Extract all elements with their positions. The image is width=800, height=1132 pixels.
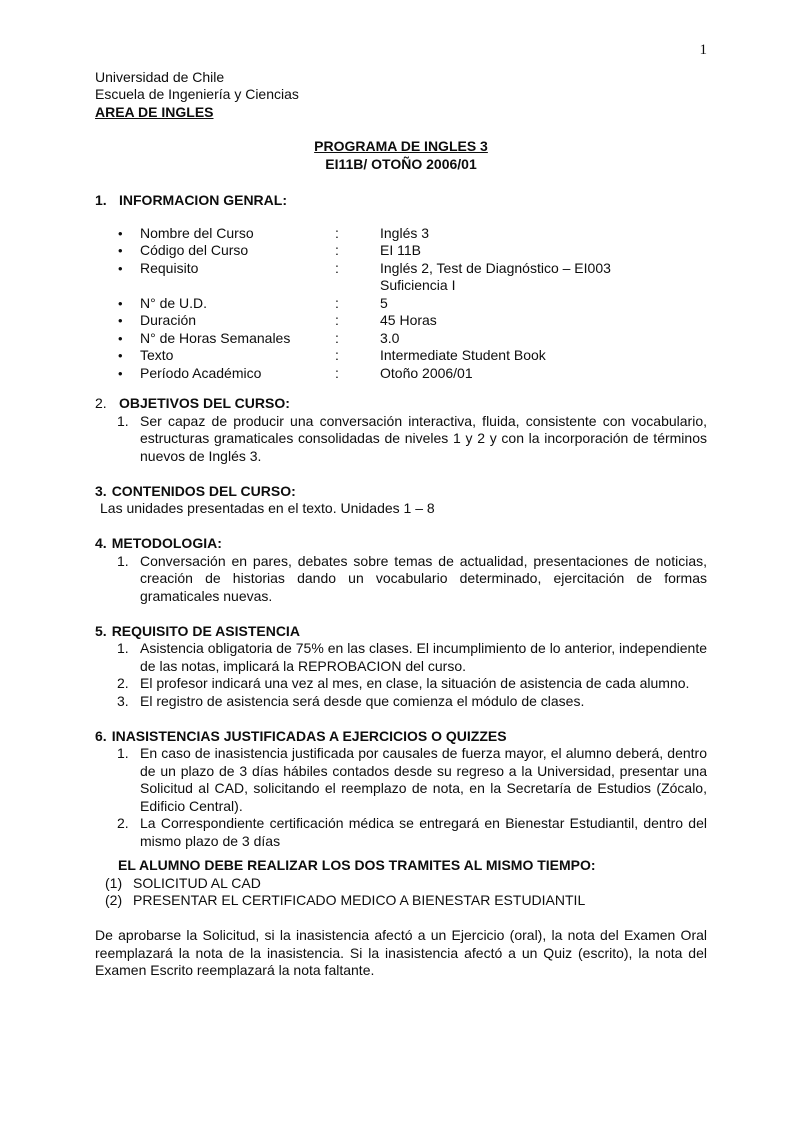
info-label: Código del Curso [140,242,249,258]
info-separator: : [335,242,339,258]
section-heading [95,483,707,501]
item-text: La Correspondiente certificación médica se entregará en Bienestar Estudiantil, dentro del mismo plazo de 3 días [140,815,707,849]
section-number: 4. [95,535,107,551]
item-number: 3. [117,692,129,709]
list-item [95,413,707,466]
section-number: 1. [95,192,107,208]
section-number: 6. [95,727,107,744]
item-number: (2) [105,892,123,908]
spacer [95,850,707,857]
notice-item [105,892,707,910]
list-item [95,815,707,850]
info-row [95,347,707,365]
bullet-icon: • [118,330,123,346]
item-text: Ser capaz de producir una conversación interactiva, fluida, consistente con vocabulario, estructuras gramaticales consolidadas de niveles 1 y 2 y con la incorporación de términos nuevos de Inglés 3. [140,412,707,464]
list-item [95,553,707,606]
closing-paragraph: De aprobarse la Solicitud, si la inasistencia afectó a un Ejercicio (oral), la nota del Examen Oral reemplazará la nota de la inasistencia. Si la inasistencia afectó a un Quiz (escrito), la nota del Examen Escrito reemplazará la nota faltante. [95,927,707,978]
info-separator: : [335,224,339,241]
section-heading [95,728,707,746]
document-title: PROGRAMA DE INGLES 3 [314,138,488,154]
title-block [95,138,707,173]
section-inasistencias [95,728,707,851]
section-title: OBJETIVOS DEL CURSO: [119,395,290,411]
info-row [95,225,707,243]
item-number: 2. [117,815,129,831]
section-objetivos [95,395,707,465]
info-value: Otoño 2006/01 [380,364,473,381]
list-item [95,693,707,711]
info-separator: : [335,364,339,381]
section-body: Las unidades presentadas en el texto. Unidades 1 – 8 [100,500,435,516]
info-row [95,365,707,383]
item-text: Conversación en pares, debates sobre temas de actualidad, presentaciones de noticias, creación de historias dando un vocabulario determinado, ejercitación de formas gramaticales nuevas. [140,552,707,604]
spacer [95,710,707,728]
info-row [95,295,707,313]
section-heading [95,535,707,553]
item-text: PRESENTAR EL CERTIFICADO MEDICO A BIENESTAR ESTUDIANTIL [133,892,586,908]
bullet-icon: • [118,243,123,258]
info-value: Intermediate Student Book [380,347,546,363]
info-label: N° de U.D. [140,294,208,311]
item-text: El profesor indicará una vez al mes, en clase, la situación de asistencia de cada alumno. [140,675,690,691]
info-label: Período Académico [140,364,262,381]
info-row [95,330,707,348]
section-asistencia [95,623,707,711]
info-separator: : [335,294,339,311]
section-title: INASISTENCIAS JUSTIFICADAS A EJERCICIOS O QUIZZES [111,727,507,744]
item-number: 1. [117,552,129,569]
section-title: METODOLOGIA: [111,535,222,551]
item-number: 2. [117,675,129,691]
item-number: 1. [117,745,129,761]
info-label: Texto [140,347,174,363]
info-separator: : [335,259,339,276]
spacer [95,605,707,623]
info-value [380,260,707,295]
school-name: Escuela de Ingeniería y Ciencias [95,86,299,102]
info-value-line: Inglés 2, Test de Diagnóstico – EI003 [380,259,611,276]
info-label: N° de Horas Semanales [140,329,291,346]
info-value: 5 [380,294,388,311]
item-text: El registro de asistencia será desde que comienza el módulo de clases. [140,692,585,709]
document-subtitle: EI11B/ OTOÑO 2006/01 [325,155,477,172]
area-name: AREA DE INGLES [95,103,214,120]
item-text: Asistencia obligatoria de 75% en las clases. El incumplimiento de lo anterior, independiente de las notas, implicará la REPROBACION del curso. [140,640,707,674]
info-separator: : [335,312,339,328]
info-separator: : [335,329,339,346]
list-item [95,640,707,675]
section-number: 5. [95,622,107,639]
item-number: (1) [105,874,123,891]
spacer [95,465,707,483]
list-item [95,675,707,693]
section-heading [95,192,707,210]
section-heading [95,395,707,413]
info-row [95,260,707,295]
page-number: 1 [699,42,707,58]
section-informacion [95,192,707,382]
section-title: INFORMACION GENRAL: [119,192,287,208]
item-text: En caso de inasistencia justificada por causales de fuerza mayor, el alumno deberá, dentro de un plazo de 3 días hábiles contados desde su regreso a la Universidad, presentar una Solicitud al CAD, solicitando el reemplazo de nota, en la Secretaría de Estudios (Zócalo, Edificio Central). [140,745,707,814]
section-number: 2. [95,395,107,411]
section-number: 3. [95,482,107,499]
section-contenidos [95,483,707,518]
info-label: Nombre del Curso [140,224,254,241]
bullet-icon: • [118,365,123,381]
info-value: 45 Horas [380,312,437,328]
info-label: Requisito [140,259,199,276]
bullet-icon: • [118,260,123,276]
bullet-icon: • [118,225,123,241]
section-heading [95,623,707,641]
item-number: 1. [117,412,129,429]
list-item [95,745,707,815]
item-text: SOLICITUD AL CAD [133,874,261,891]
section-title: REQUISITO DE ASISTENCIA [111,622,300,639]
info-separator: : [335,347,339,363]
info-row [95,312,707,330]
spacer [95,518,707,536]
section-title: CONTENIDOS DEL CURSO: [111,482,296,499]
bullet-icon: • [118,348,123,363]
info-value: Inglés 3 [380,224,430,241]
info-value-line: Suficiencia I [380,277,456,293]
bullet-icon: • [118,313,123,328]
notice-item [105,875,707,893]
bullet-icon: • [118,295,123,311]
info-value: 3.0 [380,329,400,346]
notice-heading: EL ALUMNO DEBE REALIZAR LOS DOS TRAMITES AL MISMO TIEMPO: [118,857,596,873]
org-header [95,69,707,122]
item-number: 1. [117,640,129,656]
info-value: EI 11B [380,242,421,258]
university-name: Universidad de Chile [95,68,225,85]
section-metodologia [95,535,707,605]
info-label: Duración [140,312,197,328]
info-row [95,242,707,260]
info-list [95,225,707,383]
notice-block [95,857,707,910]
